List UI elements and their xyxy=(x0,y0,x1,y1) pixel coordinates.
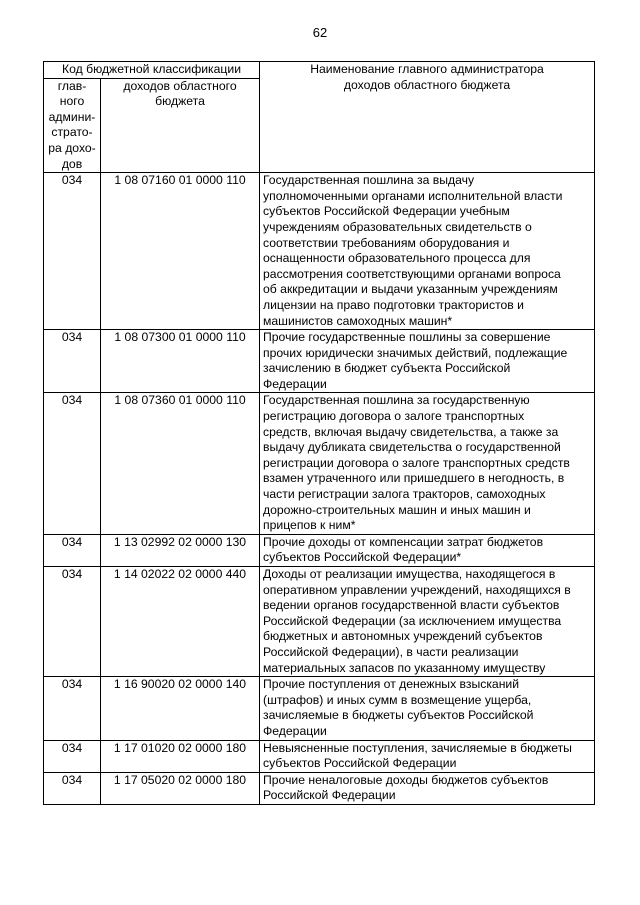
header-admin-column xyxy=(44,78,101,173)
administrator-name-cell xyxy=(260,677,595,740)
name-line: прочих юридически значимых действий, подлежащие xyxy=(263,345,568,360)
name-line: части регистрации залога тракторов, самоходных xyxy=(263,487,546,502)
header-name-line: Наименование главного администратора xyxy=(310,62,544,76)
name-line: Государственная пошлина за государственную xyxy=(263,393,530,408)
header-income-column xyxy=(101,78,260,173)
administrator-name-cell xyxy=(260,567,595,677)
name-line: оснащенности образовательного процесса для xyxy=(263,251,531,266)
name-line: регистрацию договора о залоге транспортных xyxy=(263,409,525,424)
admin-code-cell: 034 xyxy=(44,677,101,740)
name-line: Прочие доходы от компенсации затрат бюджетов xyxy=(263,534,544,549)
name-line: оперативном управлении учреждений, находящихся в xyxy=(263,582,571,597)
table-row xyxy=(44,173,595,330)
header-admin-line: дов xyxy=(61,156,83,171)
name-line: об аккредитации и выдачи указанным учреждениям xyxy=(263,282,558,297)
income-code-cell: 1 14 02022 02 0000 440 xyxy=(101,567,260,677)
admin-code-cell: 034 xyxy=(44,393,101,534)
admin-code-cell: 034 xyxy=(44,567,101,677)
income-code-cell: 1 08 07360 01 0000 110 xyxy=(101,393,260,534)
administrator-name-cell xyxy=(260,173,595,330)
name-line: Прочие поступления от денежных взысканий xyxy=(263,677,520,692)
table-row xyxy=(44,772,595,804)
header-admin-line: админи- xyxy=(48,109,96,124)
table-row xyxy=(44,677,595,740)
name-line: субъектов Российской Федерации учебным xyxy=(263,204,510,219)
name-line: соответствии требованиям оборудования и xyxy=(263,235,510,250)
admin-code-cell: 034 xyxy=(44,173,101,330)
name-line: Российской Федерации xyxy=(263,788,396,803)
name-line: Прочие неналоговые доходы бюджетов субъектов xyxy=(263,772,549,787)
name-line: субъектов Российской Федерации* xyxy=(263,550,462,565)
admin-code-cell: 034 xyxy=(44,534,101,566)
income-code-cell: 1 17 05020 02 0000 180 xyxy=(101,772,260,804)
name-line: взамен утраченного или пришедшего в негодность, в xyxy=(263,471,565,486)
header-name-column xyxy=(260,62,595,173)
name-line: зачислению в бюджет субъекта Российской xyxy=(263,361,511,376)
administrator-name-cell xyxy=(260,393,595,534)
table-row xyxy=(44,740,595,772)
header-admin-line: страто- xyxy=(51,125,93,140)
name-line: Доходы от реализации имущества, находящегося в xyxy=(263,567,556,581)
name-line: учреждениям образовательных свидетельств о xyxy=(263,219,532,234)
name-line: материальных запасов по указанному имуществу xyxy=(263,660,546,675)
name-line: (штрафов) и иных сумм в возмещение ущерба, xyxy=(263,692,532,707)
administrator-name-cell xyxy=(260,330,595,393)
header-admin-line: глав- xyxy=(57,78,87,93)
income-code-cell: 1 17 01020 02 0000 180 xyxy=(101,740,260,772)
name-line: Федерации xyxy=(263,723,327,738)
name-line: выдачу дубликата свидетельства о государственной xyxy=(263,440,561,455)
header-income-line: доходов областного xyxy=(123,78,237,93)
name-line: средств, включая выдачу свидетельства, а также за xyxy=(263,424,559,439)
header-admin-line: ра дохо- xyxy=(48,140,96,155)
name-line: рассмотрения соответствующими органами вопроса xyxy=(263,266,561,281)
page-number: 62 xyxy=(312,25,328,40)
name-line: прицепов к ним* xyxy=(263,518,356,533)
name-line: бюджетных и автономных учреждений субъектов xyxy=(263,629,543,644)
header-income-line: бюджета xyxy=(155,94,205,109)
income-code-cell: 1 08 07300 01 0000 110 xyxy=(101,330,260,393)
name-line: регистрации договора о залоге транспортных средств xyxy=(263,455,570,470)
header-budget-classification: Код бюджетной классификации xyxy=(44,62,260,79)
admin-code-cell: 034 xyxy=(44,740,101,772)
table-body xyxy=(44,173,595,805)
admin-code-cell: 034 xyxy=(44,772,101,804)
name-line: лицензии на право подготовки трактористов и xyxy=(263,297,524,312)
name-line: зачисляемые в бюджеты субъектов Российской xyxy=(263,708,534,723)
admin-code-cell: 034 xyxy=(44,330,101,393)
income-code-cell: 1 16 90020 02 0000 140 xyxy=(101,677,260,740)
administrator-name-cell xyxy=(260,534,595,566)
name-line: дорожно-строительных машин и иных машин и xyxy=(263,502,531,517)
administrator-name-cell xyxy=(260,740,595,772)
name-line: машинистов самоходных машин* xyxy=(263,313,453,328)
name-line: Российской Федерации (за исключением имущества xyxy=(263,613,562,628)
header-admin-line: ного xyxy=(59,94,85,109)
table-row xyxy=(44,567,595,677)
name-line: Прочие государственные пошлины за совершение xyxy=(263,330,551,345)
administrator-name-cell xyxy=(260,772,595,804)
table-row xyxy=(44,393,595,534)
income-code-cell: 1 13 02992 02 0000 130 xyxy=(101,534,260,566)
header-row-group xyxy=(44,62,595,79)
name-line: Российской Федерации), в части реализации xyxy=(263,644,519,659)
name-line: субъектов Российской Федерации xyxy=(263,756,457,771)
name-line: Федерации xyxy=(263,376,327,391)
table-row xyxy=(44,330,595,393)
name-line: уполномоченными органами исполнительной власти xyxy=(263,188,563,203)
income-code-cell: 1 08 07160 01 0000 110 xyxy=(101,173,260,330)
name-line: Невыясненные поступления, зачисляемые в бюджеты xyxy=(263,740,572,755)
budget-classification-table xyxy=(43,61,595,805)
name-line: ведении органов государственной власти субъектов xyxy=(263,598,560,613)
name-line: Государственная пошлина за выдачу xyxy=(263,173,475,188)
header-name-line: доходов областного бюджета xyxy=(343,77,511,92)
table-row xyxy=(44,534,595,566)
